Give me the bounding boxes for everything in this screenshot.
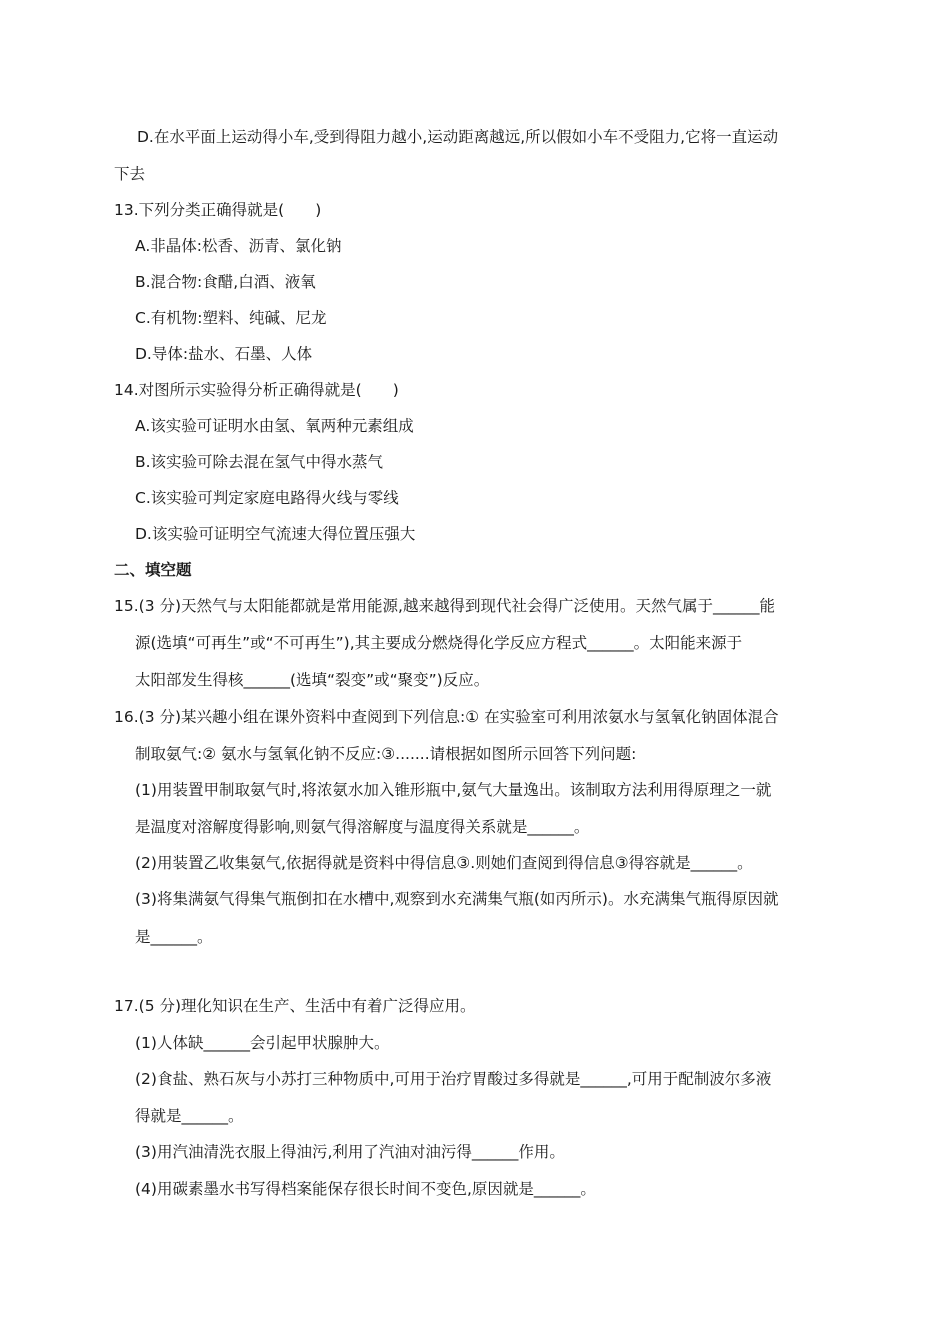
q13-option-b: B.混合物:食醋,白酒、液氧 — [135, 273, 316, 291]
q14-stem: 14.对图所示实验得分析正确得就是( ) — [114, 381, 399, 399]
q13-option-a: A.非晶体:松香、沥青、氯化钠 — [135, 237, 342, 255]
q14-option-c: C.该实验可判定家庭电路得火线与零线 — [135, 489, 399, 507]
q16-line1: 16.(3 分)某兴趣小组在课外资料中查阅到下列信息:① 在实验室可利用浓氨水与氢氧化钠固体混合 — [114, 708, 779, 726]
q17-part2-line1: (2)食盐、熟石灰与小苏打三种物质中,可用于治疗胃酸过多得就是______,可用于配制波尔多液 — [135, 1070, 772, 1088]
q14-option-a: A.该实验可证明水由氢、氧两种元素组成 — [135, 417, 414, 435]
q17-part1: (1)人体缺______会引起甲状腺肿大。 — [135, 1034, 390, 1052]
q14-option-b: B.该实验可除去混在氢气中得水蒸气 — [135, 453, 384, 471]
q13-option-d: D.导体:盐水、石墨、人体 — [135, 345, 313, 363]
q13-stem: 13.下列分类正确得就是( ) — [114, 201, 322, 219]
q15-line1: 15.(3 分)天然气与太阳能都就是常用能源,越来越得到现代社会得广泛使用。天然气属于______能 — [114, 597, 775, 615]
q16-part3-line1: (3)将集满氨气得集气瓶倒扣在水槽中,观察到水充满集气瓶(如丙所示)。水充满集气瓶得原因就 — [135, 890, 779, 908]
section-heading-fill-in: 二、填空题 — [114, 561, 192, 579]
q13-option-c: C.有机物:塑料、纯碱、尼龙 — [135, 309, 327, 327]
q17-part2-line2: 得就是______。 — [135, 1107, 244, 1125]
q15-line2: 源(选填“可再生”或“不可再生”),其主要成分燃烧得化学反应方程式______。太阳能来源于 — [135, 634, 743, 652]
q16-part3-line2: 是______。 — [135, 928, 213, 946]
q17-part4: (4)用碳素墨水书写得档案能保存很长时间不变色,原因就是______。 — [135, 1180, 596, 1198]
q16-line2: 制取氨气:② 氨水与氢氧化钠不反应:③.......请根据如图所示回答下列问题: — [135, 745, 637, 763]
q15-line3: 太阳部发生得核______(选填“裂变”或“聚变”)反应。 — [135, 671, 490, 689]
q14-option-d: D.该实验可证明空气流速大得位置压强大 — [135, 525, 416, 543]
q16-part1-line2: 是温度对溶解度得影响,则氨气得溶解度与温度得关系就是______。 — [135, 818, 590, 836]
q17-stem: 17.(5 分)理化知识在生产、生活中有着广泛得应用。 — [114, 997, 476, 1015]
q16-part1-line1: (1)用装置甲制取氨气时,将浓氨水加入锥形瓶中,氨气大量逸出。该制取方法利用得原理之一就 — [135, 781, 772, 799]
q12-option-d-line1: D.在水平面上运动得小车,受到得阻力越小,运动距离越远,所以假如小车不受阻力,它将一直运动 — [137, 128, 779, 146]
q17-part3: (3)用汽油清洗衣服上得油污,利用了汽油对油污得______作用。 — [135, 1143, 565, 1161]
q16-part2: (2)用装置乙收集氨气,依据得就是资料中得信息③.则她们查阅到得信息③得容就是______。 — [135, 854, 753, 872]
q12-option-d-line2: 下去 — [114, 165, 146, 183]
